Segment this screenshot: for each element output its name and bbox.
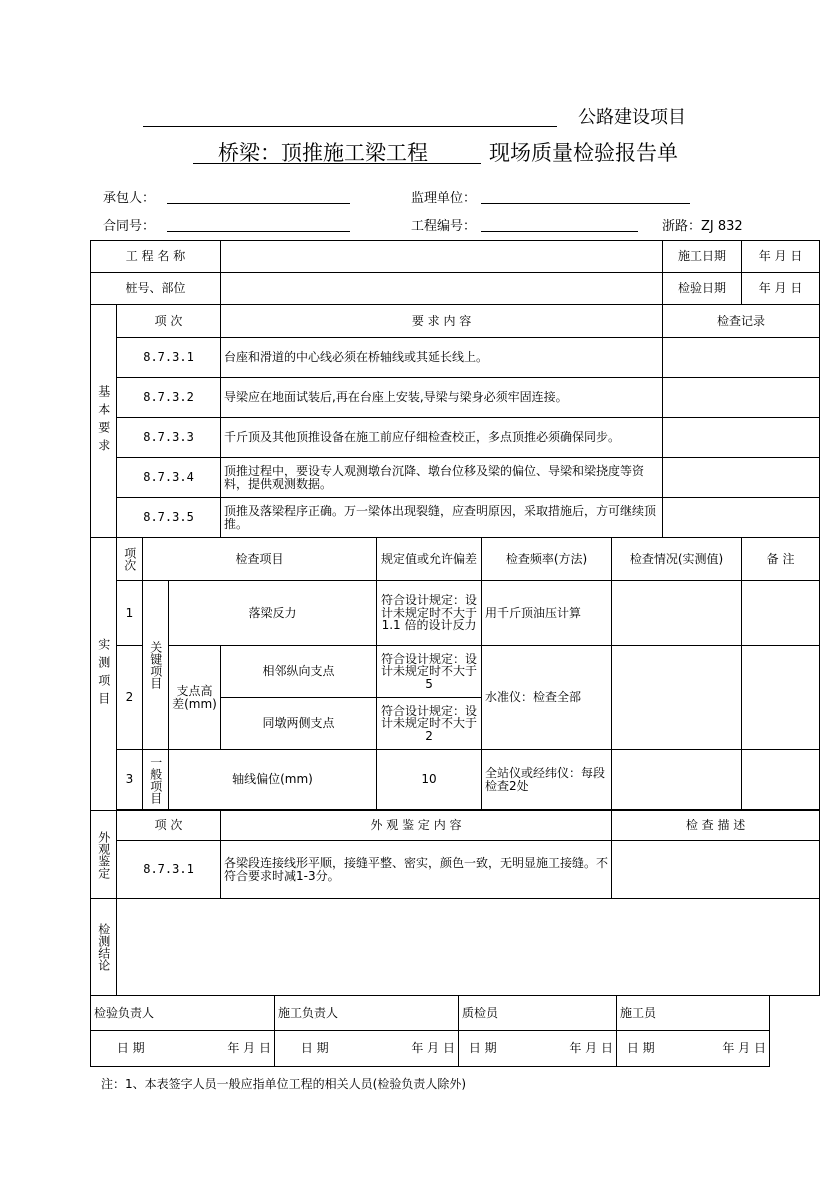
- measured-row-tolerance: 10: [377, 750, 482, 810]
- basic-row-no: 8.7.3.3: [117, 418, 221, 458]
- basic-row-text: 顶推及落梁程序正确。万一梁体出现裂缝，应查明原因，采取措施后，方可继续顶推。: [221, 498, 663, 538]
- station-label: 桩号、部位: [91, 273, 221, 305]
- measured-row-remark[interactable]: [742, 581, 820, 646]
- basic-col-item: 项 次: [117, 305, 221, 338]
- signature-role: 施工负责人: [275, 996, 355, 1031]
- inspection-table: [90, 240, 820, 996]
- project-name-label: 工 程 名 称: [91, 241, 221, 273]
- signature-date[interactable]: 年 月 日: [507, 1031, 617, 1067]
- supervisor-label: 监理单位：: [411, 191, 477, 206]
- key-item-cell: [143, 581, 169, 750]
- basic-col-record: 检查记录: [663, 305, 820, 338]
- general-item-label: 一般项目: [148, 755, 163, 804]
- measured-row-freq: 水准仪：检查全部: [482, 646, 612, 750]
- measured-row-item: 落梁反力: [169, 581, 377, 646]
- basic-row-no: 8.7.3.2: [117, 378, 221, 418]
- measured-row-result[interactable]: [612, 646, 742, 750]
- conclusion-value[interactable]: [117, 899, 820, 996]
- signature-date[interactable]: 年 月 日: [355, 1031, 459, 1067]
- title-left: 桥梁：顶推施工梁工程: [218, 141, 428, 165]
- contractor-field[interactable]: [167, 203, 350, 204]
- appearance-section-cell: [91, 811, 117, 899]
- measured-row-result[interactable]: [612, 581, 742, 646]
- construction-date-label: 施工日期: [663, 241, 742, 273]
- basic-section-cell: [91, 305, 117, 538]
- measured-col-freq: 检查频率(方法): [482, 538, 612, 581]
- basic-row-record[interactable]: [663, 338, 820, 378]
- measured-col-item: 项次: [117, 538, 143, 581]
- conclusion-label: 检测结论: [96, 923, 111, 971]
- signature-date-label: 日 期: [617, 1031, 665, 1067]
- basic-row-no: 8.7.3.1: [117, 338, 221, 378]
- basic-row-record[interactable]: [663, 378, 820, 418]
- measured-row-no: 2: [117, 646, 143, 750]
- basic-row-record[interactable]: [663, 498, 820, 538]
- general-item-cell: [143, 750, 169, 810]
- title-underline: [193, 163, 481, 164]
- measured-section-cell: [91, 538, 117, 811]
- signature-role: 检验负责人: [91, 996, 171, 1031]
- basic-row-no: 8.7.3.4: [117, 458, 221, 498]
- signature-role: 施工员: [617, 996, 665, 1031]
- measured-row-tolerance: 符合设计规定：设计未规定时不大于2: [377, 698, 482, 750]
- appearance-row-desc[interactable]: [612, 841, 820, 899]
- measured-row-result[interactable]: [612, 750, 742, 810]
- contract-no-field[interactable]: [167, 231, 350, 232]
- contract-no-label: 合同号：: [103, 219, 156, 234]
- signature-table: [90, 995, 770, 1067]
- conclusion-cell: [91, 899, 117, 996]
- footnote: 注：1、本表签字人员一般应指单位工程的相关人员(检验负责人除外): [101, 1077, 467, 1091]
- basic-section-label: 基本要求: [96, 385, 111, 457]
- measured-row-freq: 用千斤顶油压计算: [482, 581, 612, 646]
- appearance-col-item: 项 次: [117, 811, 221, 841]
- appearance-col-content: 外 观 鉴 定 内 容: [221, 811, 612, 841]
- supervisor-field[interactable]: [481, 203, 690, 204]
- appearance-row-text: 各梁段连接线形平顺，接缝平整、密实，颜色一致，无明显施工接缝。不符合要求时减1-3分。: [221, 841, 612, 899]
- basic-col-content: 要 求 内 容: [221, 305, 663, 338]
- measured-row-tolerance: 符合设计规定：设计未规定时不大于1.1 倍的设计反力: [377, 581, 482, 646]
- measured-row-freq: 全站仪或经纬仪：每段检查2处: [482, 750, 612, 810]
- key-item-label: 关键项目: [148, 641, 163, 689]
- project-type: 公路建设项目: [578, 107, 686, 128]
- measured-row-item: 轴线偏位(mm): [169, 750, 377, 810]
- measured-row-item: 相邻纵向支点: [221, 646, 377, 698]
- signature-field[interactable]: [355, 996, 459, 1031]
- project-name-line: [143, 126, 557, 127]
- appearance-row-no: 8.7.3.1: [117, 841, 221, 899]
- measured-row-no: 3: [117, 750, 143, 810]
- measured-row-remark[interactable]: [742, 646, 820, 750]
- signature-field[interactable]: [665, 996, 770, 1031]
- inspection-date-label: 检验日期: [663, 273, 742, 305]
- signature-role: 质检员: [459, 996, 507, 1031]
- signature-date[interactable]: 年 月 日: [171, 1031, 275, 1067]
- appearance-section-label: 外观鉴定: [96, 830, 111, 879]
- measured-row-tolerance: 符合设计规定：设计未规定时不大于5: [377, 646, 482, 698]
- signature-date-label: 日 期: [275, 1031, 355, 1067]
- measured-col-result: 检查情况(实测值): [612, 538, 742, 581]
- measured-col-check: 检查项目: [143, 538, 377, 581]
- basic-row-text: 千斤顶及其他顶推设备在施工前应仔细检查校正，多点顶推必须确保同步。: [221, 418, 663, 458]
- signature-field[interactable]: [171, 996, 275, 1031]
- signature-date-label: 日 期: [459, 1031, 507, 1067]
- title-right: 现场质量检验报告单: [489, 141, 678, 165]
- construction-date-value[interactable]: 年 月 日: [742, 241, 820, 273]
- basic-row-record[interactable]: [663, 418, 820, 458]
- station-value[interactable]: [221, 273, 663, 305]
- measured-col-tolerance: 规定值或允许偏差: [377, 538, 482, 581]
- project-name-value[interactable]: [221, 241, 663, 273]
- basic-row-record[interactable]: [663, 458, 820, 498]
- signature-date[interactable]: 年 月 日: [665, 1031, 770, 1067]
- project-no-field[interactable]: [481, 231, 638, 232]
- measured-row-item: 同墩两侧支点: [221, 698, 377, 750]
- project-no-label: 工程编号：: [411, 219, 477, 234]
- form-code: 浙路：ZJ 832: [662, 219, 743, 234]
- basic-row-text: 台座和滑道的中心线必须在桥轴线或其延长线上。: [221, 338, 663, 378]
- inspection-date-value[interactable]: 年 月 日: [742, 273, 820, 305]
- measured-row-remark[interactable]: [742, 750, 820, 810]
- signature-date-label: 日 期: [91, 1031, 171, 1067]
- measured-row-no: 1: [117, 581, 143, 646]
- appearance-col-desc: 检 查 描 述: [612, 811, 820, 841]
- contractor-label: 承包人：: [103, 191, 156, 206]
- signature-field[interactable]: [507, 996, 617, 1031]
- support-height-label: 支点高差(mm): [169, 646, 221, 750]
- basic-row-text: 顶推过程中，要设专人观测墩台沉降、墩台位移及梁的偏位、导梁和梁挠度等资料，提供观测数据。: [221, 458, 663, 498]
- basic-row-no: 8.7.3.5: [117, 498, 221, 538]
- measured-section-label: 实测项目: [96, 638, 111, 710]
- measured-col-remark: 备 注: [742, 538, 820, 581]
- basic-row-text: 导梁应在地面试装后,再在台座上安装,导梁与梁身必须牢固连接。: [221, 378, 663, 418]
